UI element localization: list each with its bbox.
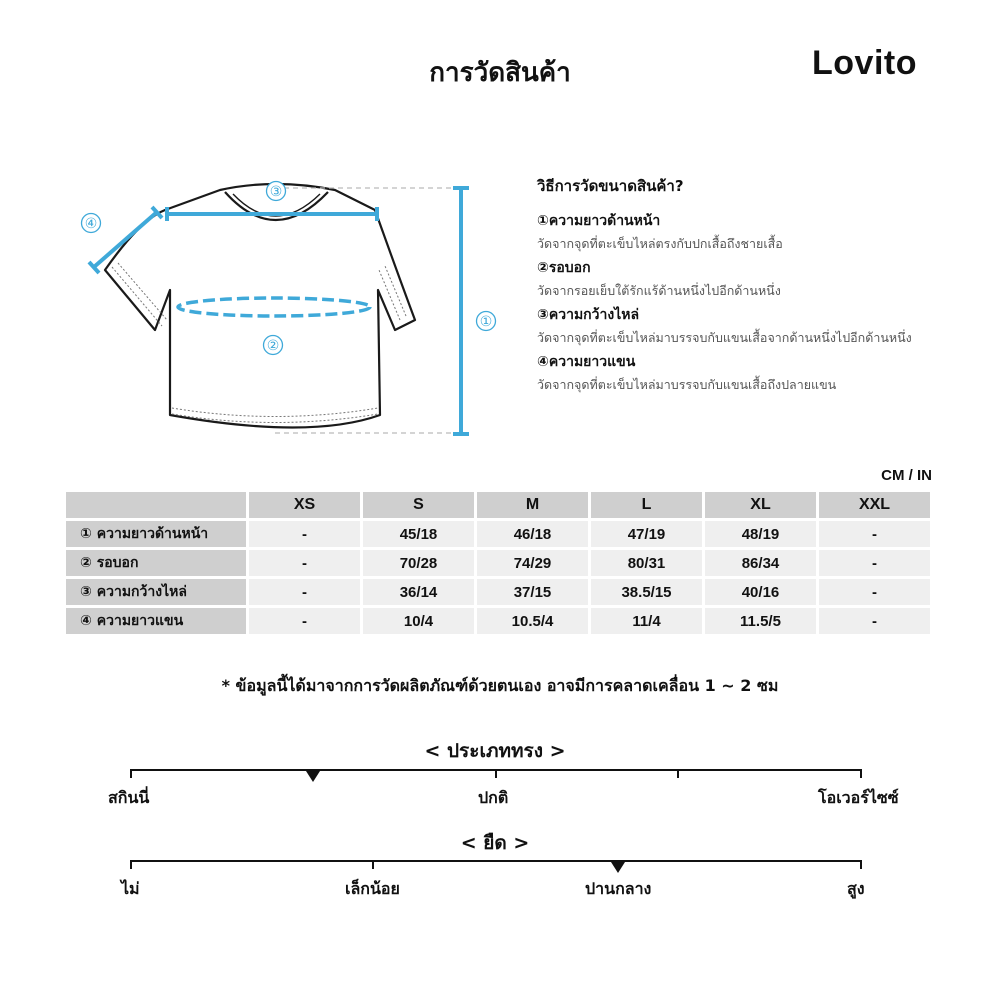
size-header: XXL (819, 492, 930, 518)
table-cell: 46/18 (477, 521, 588, 547)
stretch-indicator-icon (611, 862, 625, 873)
table-cell: 70/28 (363, 550, 474, 576)
table-cell: - (819, 550, 930, 576)
measurement-instructions (537, 174, 927, 398)
table-row (66, 550, 930, 576)
fit-label-regular: ปกติ (478, 788, 509, 807)
row-label: ④ ความยาวแขน (66, 608, 246, 634)
instruction-desc: วัดจากรอยเย็บใต้รักแร้ด้านหนึ่งไปอีกด้านหนึ่ง (537, 283, 781, 298)
row-label: ③ ความกว้างไหล่ (66, 579, 246, 605)
tshirt-outline (105, 184, 415, 428)
table-cell: 10.5/4 (477, 608, 588, 634)
table-cell: - (819, 608, 930, 634)
table-cell: - (249, 608, 360, 634)
instruction-desc: วัดจากจุดที่ตะเข็บไหล่มาบรรจบกับแขนเสื้อจากด้านหนึ่งไปอีกด้านหนึ่ง (537, 330, 912, 345)
table-cell: - (249, 579, 360, 605)
stretch-label-high: สูง (847, 879, 865, 898)
table-cell: 86/34 (705, 550, 816, 576)
row-label: ① ความยาวด้านหน้า (66, 521, 246, 547)
table-cell: 80/31 (591, 550, 702, 576)
front-length-line (453, 188, 469, 434)
instructions-heading: วิธีการวัดขนาดสินค้า? (537, 177, 684, 195)
fit-label-skinny: สกินนี่ (108, 788, 150, 807)
table-cell: - (819, 521, 930, 547)
table-header-row (66, 492, 930, 518)
table-cell: 74/29 (477, 550, 588, 576)
stretch-scale-tick (860, 860, 862, 869)
instruction-title: ④ความยาวแขน (537, 354, 636, 370)
size-header: L (591, 492, 702, 518)
table-corner-cell (66, 492, 246, 518)
marker-2: ② (266, 338, 280, 354)
table-cell: - (249, 521, 360, 547)
stretch-scale-tick (130, 860, 132, 869)
table-cell: 45/18 (363, 521, 474, 547)
size-header: XS (249, 492, 360, 518)
brand-logo: Lovito (812, 44, 917, 82)
fit-label-oversize: โอเวอร์ไซซ์ (818, 788, 899, 807)
stretch-scale-title: < ยืด > (460, 832, 530, 854)
instruction-desc: วัดจากจุดที่ตะเข็บไหล่มาบรรจบกับแขนเสื้อถึงปลายแขน (537, 377, 837, 392)
size-header: M (477, 492, 588, 518)
fit-scale-title: < ประเภททรง > (424, 740, 566, 762)
instruction-title: ①ความยาวด้านหน้า (537, 213, 661, 229)
table-row (66, 608, 930, 634)
table-cell: 48/19 (705, 521, 816, 547)
fit-indicator-icon (306, 771, 320, 782)
size-table (63, 489, 933, 637)
tshirt-diagram (70, 170, 510, 450)
table-row (66, 521, 930, 547)
size-header: XL (705, 492, 816, 518)
marker-3: ③ (269, 184, 283, 200)
stretch-label-none: ไม่ (121, 879, 140, 898)
table-cell: 40/16 (705, 579, 816, 605)
table-cell: 47/19 (591, 521, 702, 547)
page-title: การวัดสินค้า (429, 58, 571, 88)
table-cell: 11/4 (591, 608, 702, 634)
fit-scale-tick (677, 769, 679, 778)
instruction-title: ②รอบอก (537, 260, 591, 276)
marker-1: ① (479, 314, 493, 330)
fit-scale-tick (495, 769, 497, 778)
table-cell: 37/15 (477, 579, 588, 605)
row-label: ② รอบอก (66, 550, 246, 576)
stretch-label-slight: เล็กน้อย (345, 879, 400, 898)
table-cell: 36/14 (363, 579, 474, 605)
table-cell: - (249, 550, 360, 576)
stretch-scale-line (130, 860, 862, 862)
instruction-desc: วัดจากจุดที่ตะเข็บไหล่ตรงกับปกเสื้อถึงชายเสื้อ (537, 236, 783, 251)
stretch-scale-tick (372, 860, 374, 869)
fit-scale-tick (130, 769, 132, 778)
table-cell: 11.5/5 (705, 608, 816, 634)
table-cell: - (819, 579, 930, 605)
unit-label: CM / IN (881, 467, 932, 484)
size-header: S (363, 492, 474, 518)
stretch-label-medium: ปานกลาง (585, 879, 652, 898)
table-cell: 38.5/15 (591, 579, 702, 605)
fit-scale-tick (860, 769, 862, 778)
measurement-note: * ข้อมูลนี้ได้มาจากการวัดผลิตภัณฑ์ด้วยตนเอง อาจมีการคลาดเคลื่อน 1 ~ 2 ซม (221, 676, 779, 695)
table-cell: 10/4 (363, 608, 474, 634)
table-row (66, 579, 930, 605)
instruction-title: ③ความกว้างไหล่ (537, 307, 640, 323)
marker-4: ④ (84, 216, 98, 232)
